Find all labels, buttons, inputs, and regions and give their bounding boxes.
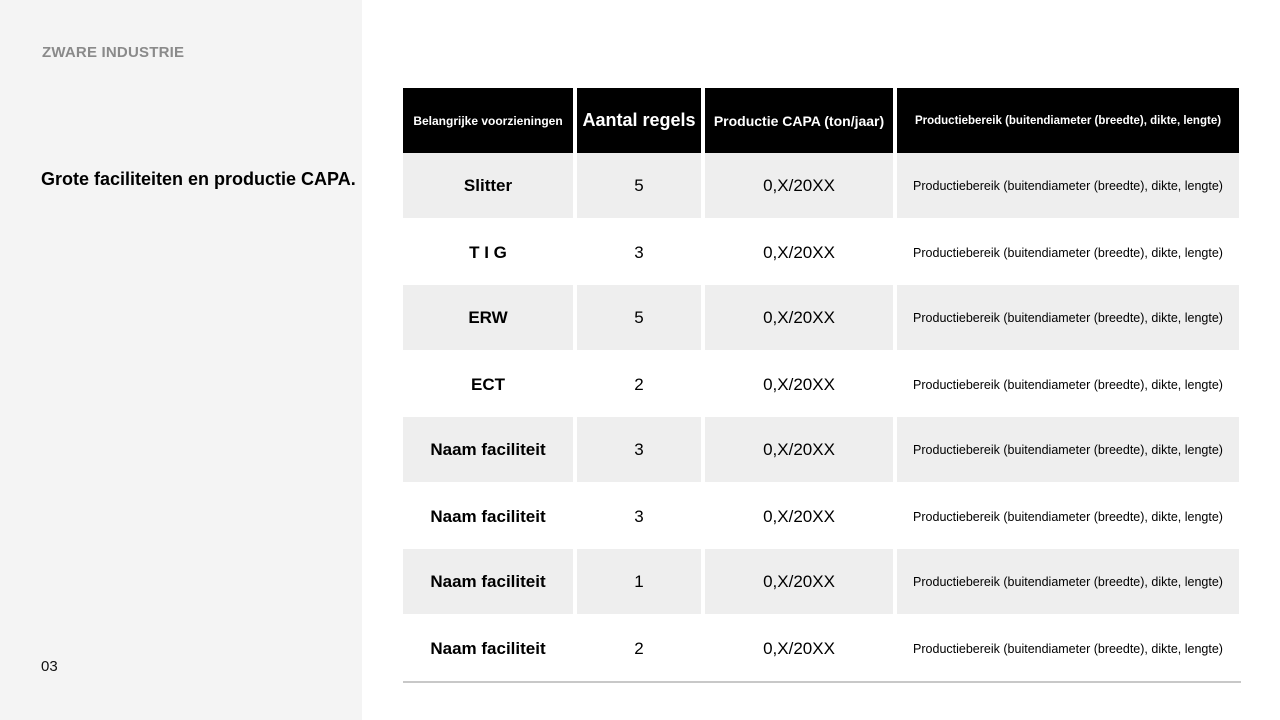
production-range: Productiebereik (buitendiameter (breedte), dikte, lengte) <box>897 285 1239 350</box>
production-range: Productiebereik (buitendiameter (breedte), dikte, lengte) <box>913 641 1223 656</box>
line-count: 5 <box>577 285 701 350</box>
line-count: 3 <box>577 417 701 482</box>
left-panel <box>0 0 362 720</box>
table-row <box>403 352 1239 417</box>
facility-name: Slitter <box>403 153 573 218</box>
production-range: Productiebereik (buitendiameter (breedte), dikte, lengte) <box>913 377 1223 392</box>
capacity-value: 0,X/20XX <box>705 285 893 350</box>
capacity-value: 0,X/20XX <box>705 153 893 218</box>
table-row <box>403 484 1239 549</box>
facility-name: Naam faciliteit <box>403 549 573 614</box>
facilities-table <box>403 88 1239 683</box>
table-bottom-rule <box>403 681 1241 683</box>
production-range: Productiebereik (buitendiameter (breedte), dikte, lengte) <box>913 509 1223 524</box>
line-count: 2 <box>634 374 644 394</box>
table-row <box>403 417 1239 484</box>
slide-title: Grote faciliteiten en productie CAPA. <box>41 169 356 189</box>
line-count: 5 <box>577 153 701 218</box>
production-range: Productiebereik (buitendiameter (breedte), dikte, lengte) <box>897 549 1239 614</box>
capacity-value: 0,X/20XX <box>763 374 835 394</box>
capacity-value: 0,X/20XX <box>705 549 893 614</box>
table-row <box>403 153 1239 220</box>
production-range: Productiebereik (buitendiameter (breedte), dikte, lengte) <box>897 417 1239 482</box>
facility-name: Naam faciliteit <box>430 638 546 658</box>
facility-name: ECT <box>471 374 505 394</box>
table-row <box>403 220 1239 285</box>
facility-name: Naam faciliteit <box>430 506 546 526</box>
production-range: Productiebereik (buitendiameter (breedte), dikte, lengte) <box>913 245 1223 260</box>
capacity-value: 0,X/20XX <box>763 638 835 658</box>
header-cell-line-count: Aantal regels <box>577 88 701 153</box>
facility-name: ERW <box>403 285 573 350</box>
table-row <box>403 549 1239 616</box>
header-cell-facilities: Belangrijke voorzieningen <box>403 88 573 153</box>
line-count: 3 <box>634 242 644 262</box>
table-header-row <box>403 88 1239 153</box>
header-cell-range: Productiebereik (buitendiameter (breedte), dikte, lengte) <box>897 88 1239 153</box>
capacity-value: 0,X/20XX <box>705 417 893 482</box>
table-row <box>403 285 1239 352</box>
page-number: 03 <box>41 658 58 675</box>
line-count: 3 <box>634 506 644 526</box>
production-range: Productiebereik (buitendiameter (breedte), dikte, lengte) <box>897 153 1239 218</box>
facility-name: Naam faciliteit <box>403 417 573 482</box>
line-count: 1 <box>577 549 701 614</box>
facility-name: T I G <box>469 242 507 262</box>
line-count: 2 <box>634 638 644 658</box>
company-name: ZWARE INDUSTRIE <box>42 44 185 61</box>
capacity-value: 0,X/20XX <box>763 242 835 262</box>
table-row <box>403 616 1239 681</box>
capacity-value: 0,X/20XX <box>763 506 835 526</box>
header-cell-capacity: Productie CAPA (ton/jaar) <box>705 88 893 153</box>
